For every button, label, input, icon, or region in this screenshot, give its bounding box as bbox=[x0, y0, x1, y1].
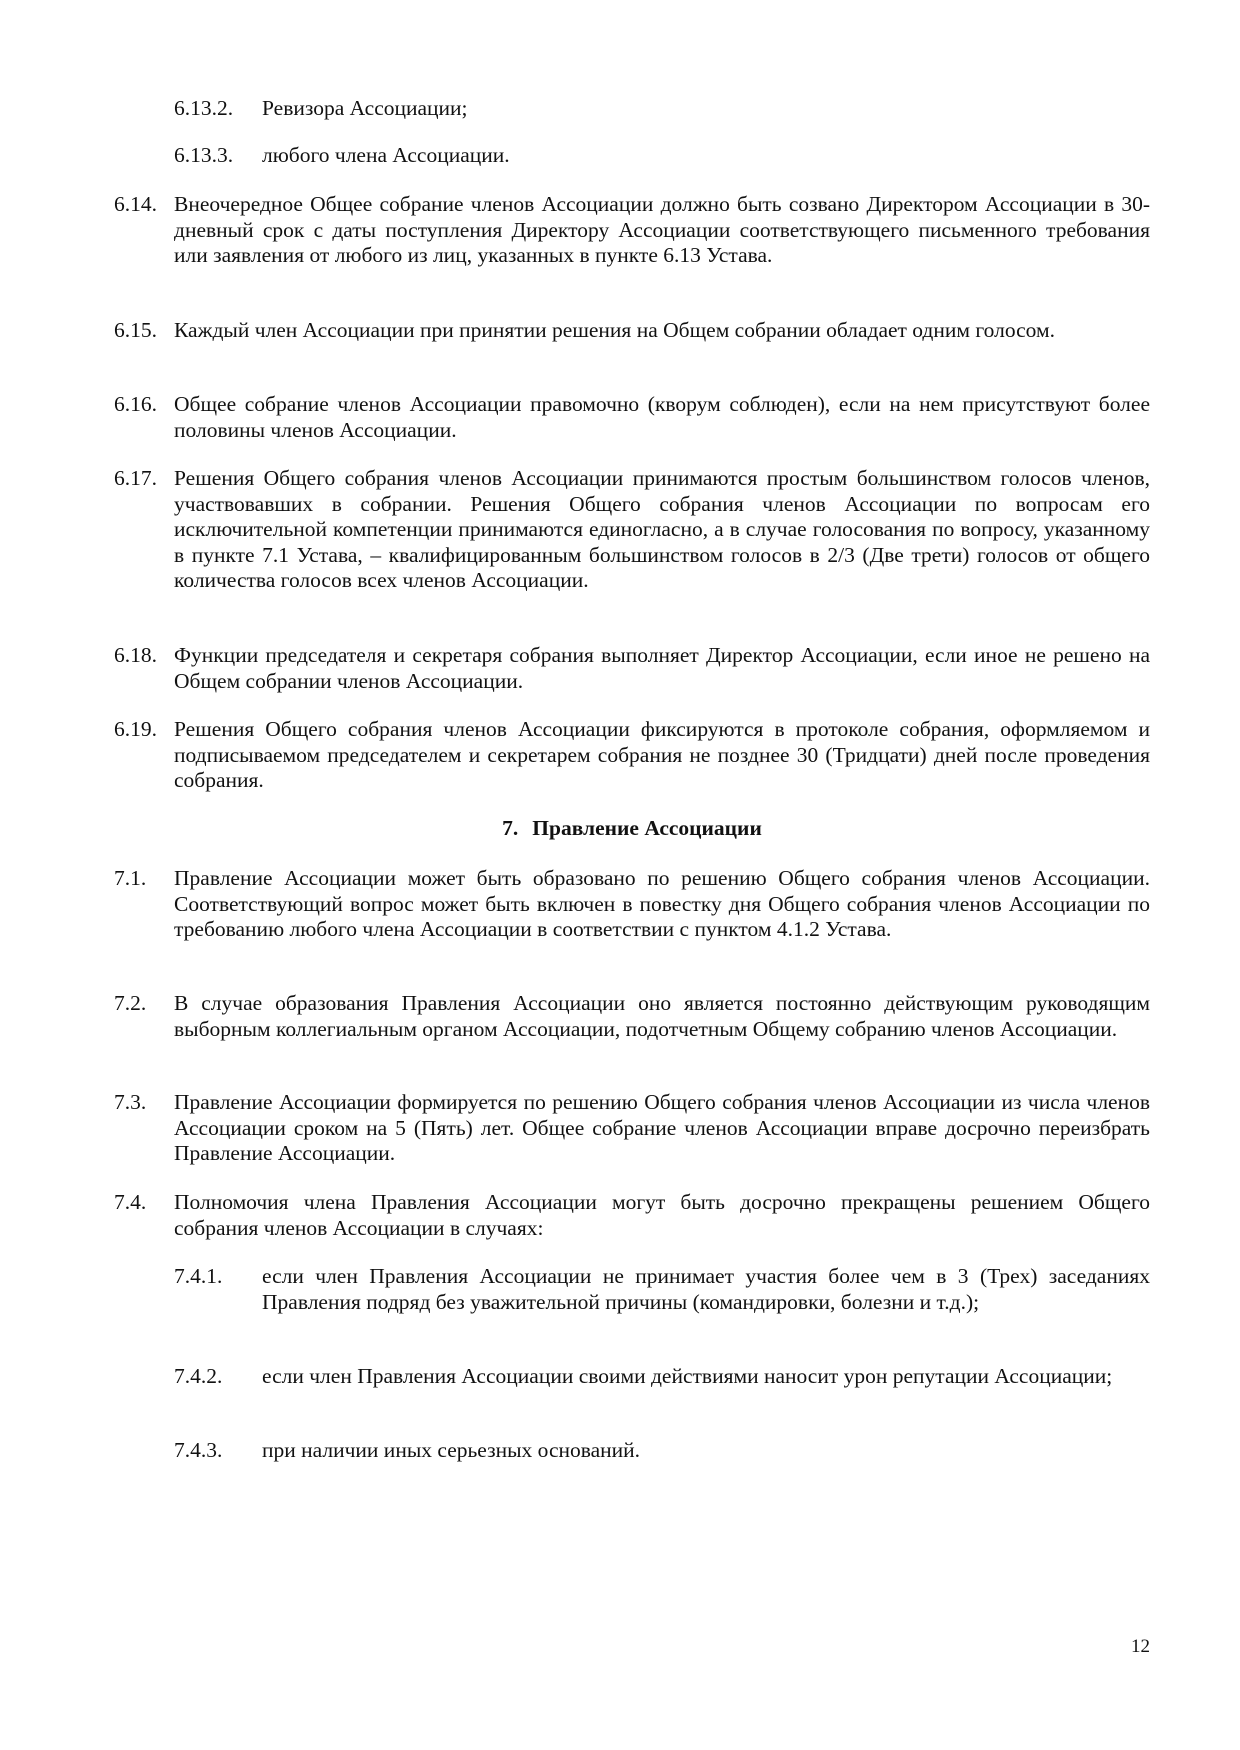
clause-7-4-1 bbox=[174, 1264, 1150, 1315]
clause-number: 6.13.3. bbox=[174, 143, 234, 167]
clause-7-3 bbox=[114, 1090, 1150, 1167]
clause-number: 7.4.1. bbox=[174, 1264, 223, 1288]
clause-7-1 bbox=[114, 866, 1150, 943]
clause-number: 6.13.2. bbox=[174, 96, 234, 120]
clause-number: 7.4.3. bbox=[174, 1438, 223, 1462]
clause-7-4-3 bbox=[174, 1438, 1150, 1464]
clause-text: Каждый член Ассоциации при принятии решения на Общем собрании обладает одним голосом. bbox=[174, 318, 1055, 342]
clause-number: 6.15. bbox=[114, 318, 157, 342]
clause-7-4-2 bbox=[174, 1364, 1150, 1390]
clause-text: Правление Ассоциации может быть образовано по решению Общего собрания членов Ассоциации. Соответствующий вопрос может быть включен в повестку дня Общего собрания членов Ассоциации по требованию любого члена Ассоциации в соответствии с пунктом 4.1.2 Устава. bbox=[174, 866, 1150, 941]
section-heading bbox=[114, 816, 1150, 842]
clause-6-16 bbox=[114, 392, 1150, 443]
clause-text: Ревизора Ассоциации; bbox=[262, 96, 468, 120]
clause-7-2 bbox=[114, 991, 1150, 1042]
clause-text: при наличии иных серьезных оснований. bbox=[262, 1438, 641, 1462]
clause-number: 7.2. bbox=[114, 991, 147, 1015]
clause-6-13-2 bbox=[174, 96, 1150, 122]
clause-6-15 bbox=[114, 318, 1150, 344]
clause-text: Общее собрание членов Ассоциации правомочно (кворум соблюден), если на нем присутствуют более половины членов Ассоциации. bbox=[174, 392, 1150, 442]
clause-number: 7.1. bbox=[114, 866, 147, 890]
clause-text: если член Правления Ассоциации своими действиями наносит урон репутации Ассоциации; bbox=[262, 1364, 1113, 1388]
clause-6-17 bbox=[114, 466, 1150, 594]
clause-text: Решения Общего собрания членов Ассоциации принимаются простым большинством голосов членов, участвовавших в собрании. Решения Общего собрания членов Ассоциации по вопросам его исключительной компетенции принимаются единогласно, а в случае голосования по вопросу, указанному в пункте 7.1 Устава, – квалифицированным большинством голосов в 2/3 (Две трети) голосов от общего количества голосов всех членов Ассоциации. bbox=[174, 466, 1150, 592]
clause-6-14 bbox=[114, 192, 1150, 269]
clause-number: 7.4.2. bbox=[174, 1364, 223, 1388]
clause-text: Функции председателя и секретаря собрания выполняет Директор Ассоциации, если иное не решено на Общем собрании членов Ассоциации. bbox=[174, 643, 1150, 693]
clause-text: если член Правления Ассоциации не принимает участия более чем в 3 (Трех) заседаниях Правления подряд без уважительной причины (командировки, болезни и т.д.); bbox=[262, 1264, 1150, 1314]
clause-6-13-3 bbox=[174, 143, 1150, 169]
clause-text: В случае образования Правления Ассоциации оно является постоянно действующим руководящим выборным коллегиальным органом Ассоциации, подотчетным Общему собранию членов Ассоциации. bbox=[174, 991, 1150, 1041]
clause-number: 6.17. bbox=[114, 466, 157, 490]
clause-text: любого члена Ассоциации. bbox=[262, 143, 510, 167]
clause-text: Полномочия члена Правления Ассоциации могут быть досрочно прекращены решением Общего собрания членов Ассоциации в случаях: bbox=[174, 1190, 1150, 1240]
clause-text: Решения Общего собрания членов Ассоциации фиксируются в протоколе собрания, оформляемом и подписываемом председателем и секретарем собрания не позднее 30 (Тридцати) дней после проведения собрания. bbox=[174, 717, 1150, 792]
clause-number: 6.18. bbox=[114, 643, 157, 667]
clause-number: 7.4. bbox=[114, 1190, 147, 1214]
clause-text: Внеочередное Общее собрание членов Ассоциации должно быть созвано Директором Ассоциации в 30-дневный срок с даты поступления Директору Ассоциации соответствующего письменного требования или заявления от любого из лиц, указанных в пункте 6.13 Устава. bbox=[174, 192, 1150, 267]
page-number: 12 bbox=[1131, 1636, 1150, 1657]
clause-number: 6.19. bbox=[114, 717, 157, 741]
clause-number: 6.16. bbox=[114, 392, 157, 416]
clause-number: 7.3. bbox=[114, 1090, 147, 1114]
clause-number: 6.14. bbox=[114, 192, 157, 216]
section-number: 7. bbox=[502, 816, 519, 840]
clause-text: Правление Ассоциации формируется по решению Общего собрания членов Ассоциации из числа членов Ассоциации сроком на 5 (Пять) лет. Общее собрание членов Ассоциации вправе досрочно переизбрать Правление Ассоциации. bbox=[174, 1090, 1150, 1165]
clause-6-18 bbox=[114, 643, 1150, 694]
clause-6-19 bbox=[114, 717, 1150, 794]
section-title: Правление Ассоциации bbox=[532, 816, 762, 840]
clause-7-4 bbox=[114, 1190, 1150, 1241]
